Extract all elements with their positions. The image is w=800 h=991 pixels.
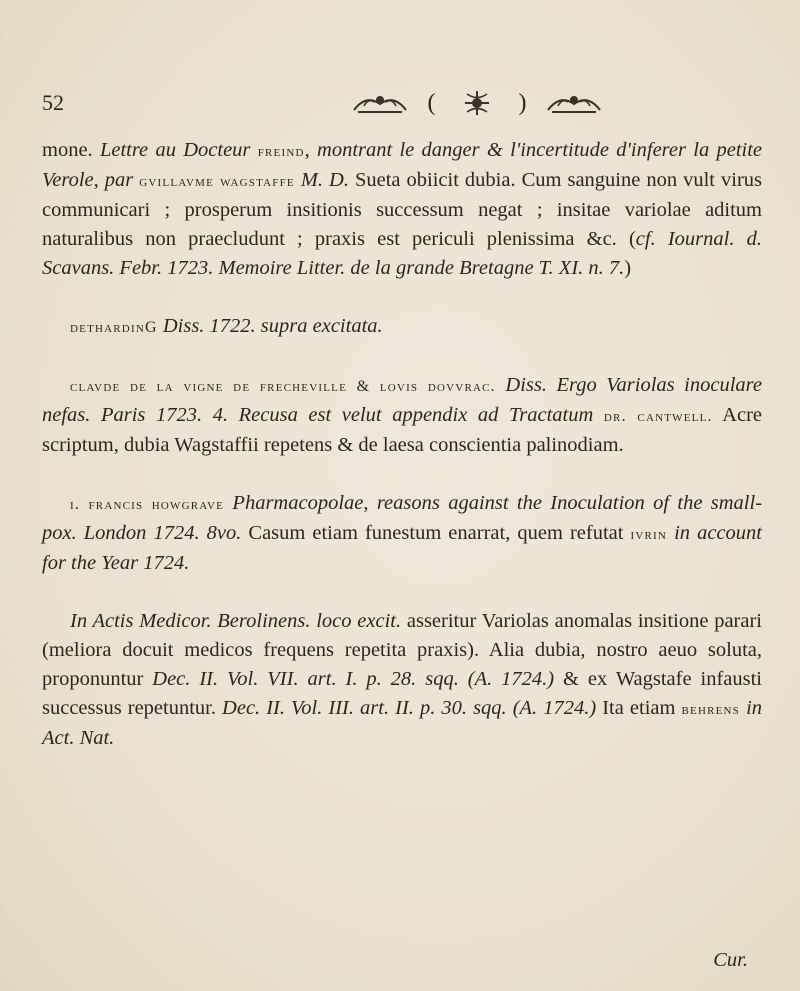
text-run: freind bbox=[257, 143, 305, 160]
text-run: In Actis Medicor. Berolinens. loco excit. bbox=[70, 610, 402, 632]
text-run: gvillavme wagstaffe bbox=[139, 173, 295, 190]
body-text bbox=[42, 136, 762, 753]
text-run: montrant le danger & l'incertitude d'inferer la petite Verole bbox=[42, 139, 763, 191]
text-run: asseritur Variolas anomalas insitione parari (meliora docuit medicos frequens repetita praxis). Alia dubia, nostro aeuo soluta, proponuntur bbox=[42, 610, 762, 690]
ornament-paren-left: ( bbox=[427, 89, 436, 116]
text-run: Dec. II. Vol. III. art. II. p. 30. sqq. (A. 1724.) bbox=[222, 697, 597, 719]
header-ornament bbox=[352, 88, 602, 118]
text-run: cf. Iournal. d. Scavans. Febr. 1723. Memoire Litter. de la grande Bretagne T. XI. n. 7. bbox=[42, 228, 762, 279]
floral-ornament-icon bbox=[455, 89, 499, 117]
text-run: , bbox=[304, 139, 318, 161]
text-run: in Act. Nat. bbox=[42, 697, 763, 749]
text-run: M. D. bbox=[300, 169, 349, 191]
text-run: behrens bbox=[681, 701, 741, 718]
page-header bbox=[42, 86, 762, 120]
ornament-paren-right: ) bbox=[518, 89, 527, 116]
text-run: Ita etiam bbox=[596, 697, 682, 719]
floral-ornament-icon bbox=[352, 90, 408, 116]
text-run: dr. cantwell. bbox=[603, 408, 713, 425]
text-run: par bbox=[104, 169, 134, 191]
text-run: Diss. Ergo Variolas inoculare nefas. Paris 1723. 4. Recusa est velut appendix ad Tractatum bbox=[42, 374, 762, 426]
text-run: ) bbox=[624, 257, 632, 279]
text-run: , bbox=[363, 492, 377, 514]
text-run: Sueta obiicit dubia. Cum sanguine non vult virus communicari ; prosperum insitionis successum negat ; insitae variolae aditum naturalibus non praecludunt ; praxis est periculi plenissima &c. ( bbox=[42, 169, 763, 250]
text-run bbox=[593, 404, 604, 426]
text-run: mone. bbox=[42, 139, 100, 161]
paragraph-acta-medicorum bbox=[42, 607, 762, 753]
text-run: i. francis howgrave bbox=[70, 496, 225, 513]
text-run: ivrin bbox=[630, 526, 668, 543]
catchword: Cur. bbox=[713, 949, 748, 971]
paragraph-howgrave bbox=[42, 489, 762, 578]
paragraph-dethardingius bbox=[42, 312, 762, 342]
text-run: Dec. II. Vol. VII. art. I. p. 28. sqq. (A. 1724.) bbox=[152, 668, 555, 690]
text-run: Diss. 1722. supra excitata. bbox=[162, 315, 383, 337]
floral-ornament-icon bbox=[546, 90, 602, 116]
text-run bbox=[250, 139, 257, 161]
text-run bbox=[496, 374, 506, 396]
text-run: Lettre au Docteur bbox=[99, 139, 251, 161]
text-run: Acre scriptum, dubia Wagstaffii repetens & de laesa conscientia palinodiam. bbox=[42, 404, 762, 456]
paragraph-freind-wagstaffe bbox=[42, 136, 762, 283]
page-number: 52 bbox=[42, 90, 64, 115]
text-run: dethardinG bbox=[70, 319, 158, 336]
text-run: in account for the Year 1724. bbox=[42, 522, 762, 574]
paragraph-de-la-vigne bbox=[42, 371, 762, 460]
text-run: & ex Wagstafe infausti successus repetuntur. bbox=[42, 668, 762, 719]
text-run: clavde de la vigne de frecheville & lovis dovvrac. bbox=[70, 378, 496, 395]
text-run: reasons against the Inoculation of the small-pox. London 1724. 8vo. bbox=[42, 492, 763, 544]
text-run: Pharmacopolae bbox=[232, 492, 364, 514]
text-run: Casum etiam funestum enarrat, quem refutat bbox=[241, 522, 631, 544]
text-run: , bbox=[93, 169, 105, 191]
